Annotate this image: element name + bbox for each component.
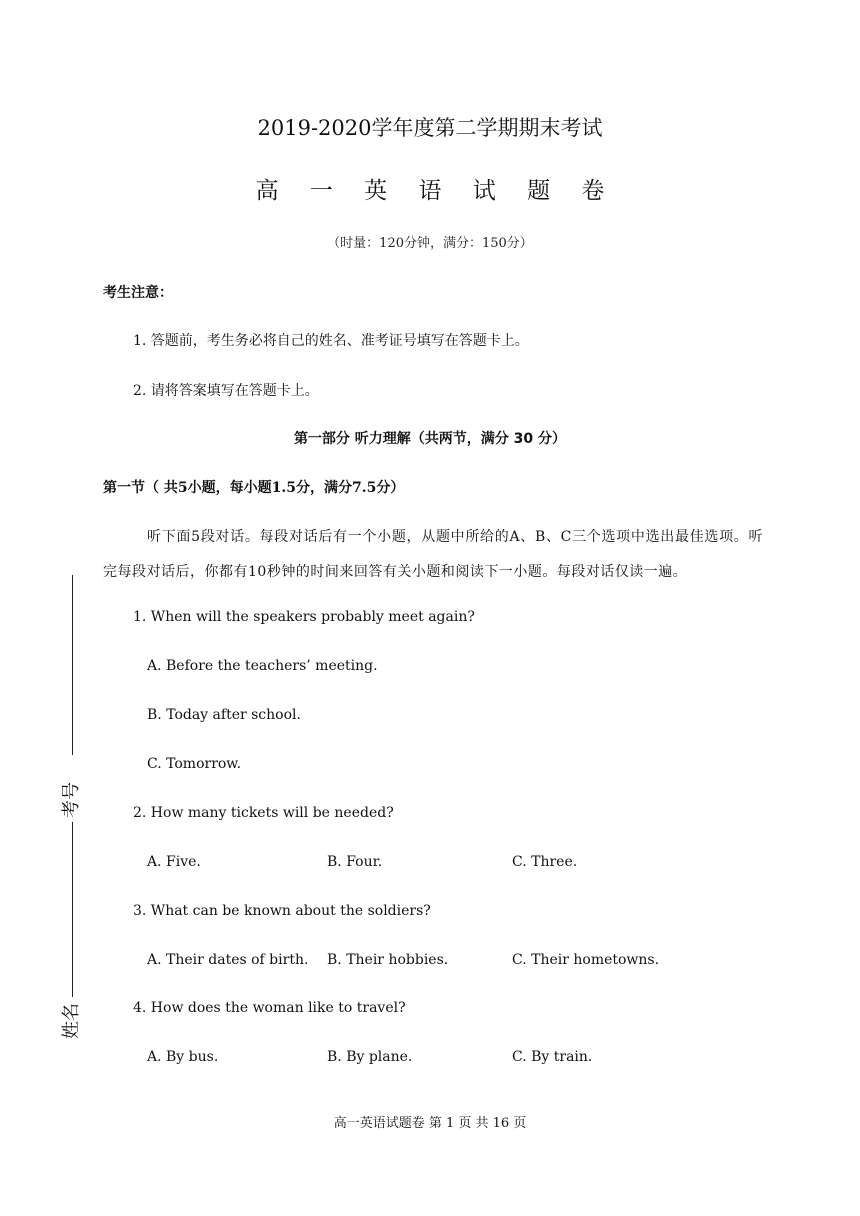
notice-heading: 考生注意：: [103, 285, 173, 301]
question-option: A. By bus.: [147, 1049, 219, 1065]
question-option: B. Their hobbies.: [327, 952, 449, 968]
question-option: A. Their dates of birth.: [147, 952, 309, 968]
exam-subtitle: 高 一 英 语 试 题 卷: [255, 178, 617, 204]
notice-item: 2. 请将答案填写在答题卡上。: [133, 383, 319, 399]
question-option: C. By train.: [512, 1049, 593, 1065]
page-footer: 高一英语试题卷 第 1 页 共 16 页: [333, 1116, 527, 1131]
name-label: 姓名: [61, 1003, 82, 1039]
exam-meta: （时量：120分钟，满分：150分）: [327, 236, 533, 251]
exam-number-line: [72, 575, 73, 755]
question-option: C. Tomorrow.: [147, 756, 242, 772]
notice-item: 1. 答题前，考生务必将自己的姓名、准考证号填写在答题卡上。: [133, 333, 529, 349]
question-option: A. Five.: [147, 854, 201, 870]
question-option: B. By plane.: [327, 1049, 413, 1065]
question-option: C. Three.: [512, 854, 578, 870]
question-stem: 2. How many tickets will be needed?: [133, 805, 394, 821]
exam-title: 2019-2020学年度第二学期期末考试: [257, 116, 603, 140]
name-line: [72, 822, 73, 997]
question-stem: 1. When will the speakers probably meet again?: [133, 609, 475, 625]
part-title: 第一部分 听力理解（共两节，满分 30 分）: [293, 431, 567, 447]
question-option: B. Four.: [327, 854, 383, 870]
section-title: 第一节（ 共5小题，每小题1.5分，满分7.5分）: [103, 480, 405, 496]
question-option: B. Today after school.: [147, 707, 301, 723]
exam-number-label: 考号: [61, 782, 82, 818]
question-option: C. Their hometowns.: [512, 952, 660, 968]
section-instructions: 听下面5段对话。每段对话后有一个小题，从题中所给的A、B、C三个选项中选出最佳选项。听完每段对话后，你都有10秒钟的时间来回答有关小题和阅读下一小题。每段对话仅读一遍。: [103, 529, 763, 580]
question-option: A. Before the teachers’ meeting.: [147, 658, 378, 674]
question-stem: 3. What can be known about the soldiers?: [133, 903, 431, 919]
question-stem: 4. How does the woman like to travel?: [133, 1000, 406, 1016]
